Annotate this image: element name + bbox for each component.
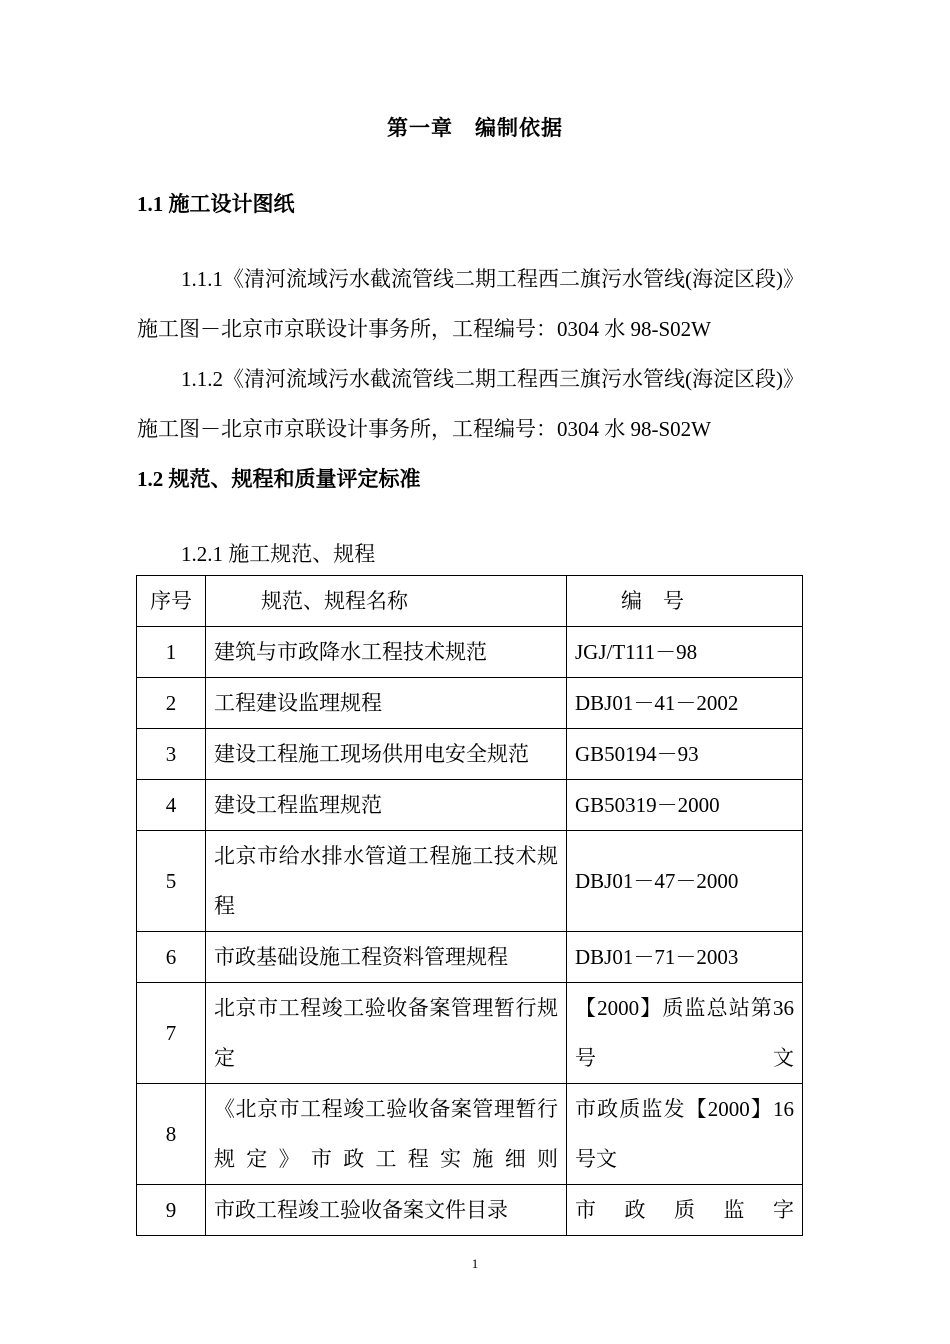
- row-code: GB50194－93: [567, 729, 803, 780]
- row-number: 1: [137, 627, 206, 678]
- row-name: 北京市给水排水管道工程施工技术规程: [206, 831, 567, 932]
- table-header-row: [137, 576, 803, 627]
- page-number: 1: [471, 1256, 479, 1271]
- table-row: [137, 1185, 803, 1236]
- row-code: DBJ01－71－2003: [567, 932, 803, 983]
- subsection-heading-1-2-1: 1.2.1 施工规范、规程: [181, 542, 376, 566]
- table-row: [137, 932, 803, 983]
- item-1-1-1-line2: 施工图－北京市京联设计事务所，工程编号：0304 水 98-S02W: [137, 317, 711, 341]
- item-1-1-2-line1: 1.1.2《清河流域污水截流管线二期工程西三旗污水管线(海淀区段)》: [181, 367, 804, 391]
- row-name: 市政工程竣工验收备案文件目录: [206, 1185, 567, 1236]
- row-name: 市政基础设施工程资料管理规程: [206, 932, 567, 983]
- row-number: 2: [137, 678, 206, 729]
- row-code: DBJ01－47－2000: [567, 831, 803, 932]
- item-1-1-1-line1: 1.1.1《清河流域污水截流管线二期工程西二旗污水管线(海淀区段)》: [181, 267, 804, 291]
- row-number: 8: [137, 1084, 206, 1185]
- table-row: [137, 1084, 803, 1185]
- row-number: 4: [137, 780, 206, 831]
- item-1-1-2-line2: 施工图－北京市京联设计事务所，工程编号：0304 水 98-S02W: [137, 417, 711, 441]
- header-standard-name: 规范、规程名称: [206, 576, 567, 627]
- row-name: 建设工程施工现场供用电安全规范: [206, 729, 567, 780]
- row-code: 市政质监发【2000】16号文: [567, 1084, 803, 1185]
- row-name: 《北京市工程竣工验收备案管理暂行规定》市政工程实施细则: [206, 1084, 567, 1185]
- row-number: 3: [137, 729, 206, 780]
- table-row: [137, 729, 803, 780]
- table-row: [137, 627, 803, 678]
- row-code: JGJ/T111－98: [567, 627, 803, 678]
- row-number: 7: [137, 983, 206, 1084]
- row-name: 建设工程监理规范: [206, 780, 567, 831]
- chapter-title: 第一章 编制依据: [387, 116, 563, 140]
- row-code: 市政质监字: [567, 1185, 803, 1236]
- row-number: 5: [137, 831, 206, 932]
- row-code: GB50319－2000: [567, 780, 803, 831]
- table-row: [137, 678, 803, 729]
- row-code: 【2000】质监总站第36号文: [567, 983, 803, 1084]
- table-row: [137, 831, 803, 932]
- row-number: 6: [137, 932, 206, 983]
- header-serial-number: 序号: [137, 576, 206, 627]
- row-name: 建筑与市政降水工程技术规范: [206, 627, 567, 678]
- standards-table: [136, 575, 803, 1236]
- header-code: 编 号: [567, 576, 803, 627]
- row-name: 工程建设监理规程: [206, 678, 567, 729]
- row-code: DBJ01－41－2002: [567, 678, 803, 729]
- table-row: [137, 780, 803, 831]
- section-heading-1-1: 1.1 施工设计图纸: [137, 192, 295, 216]
- section-heading-1-2: 1.2 规范、规程和质量评定标准: [137, 467, 421, 491]
- table-row: [137, 983, 803, 1084]
- row-name: 北京市工程竣工验收备案管理暂行规定: [206, 983, 567, 1084]
- row-number: 9: [137, 1185, 206, 1236]
